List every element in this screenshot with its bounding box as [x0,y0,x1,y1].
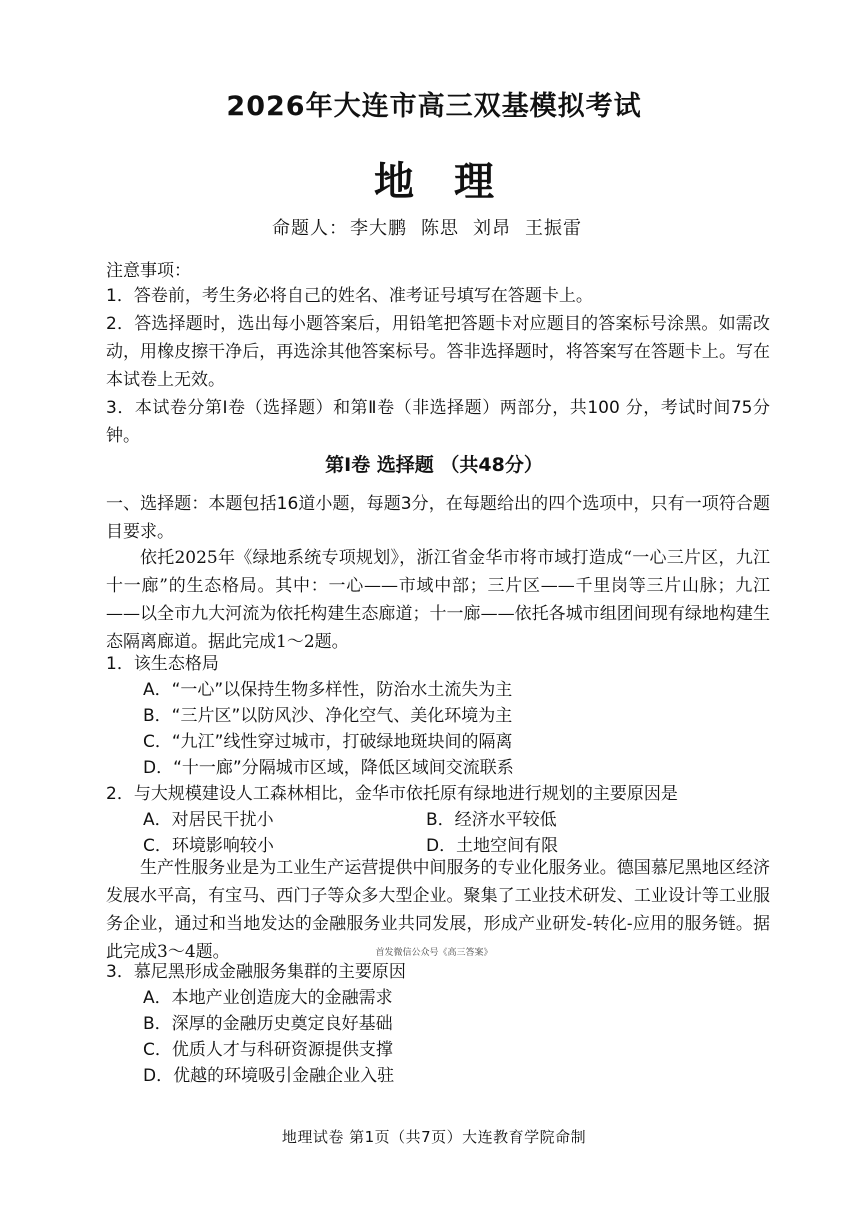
note-item: 2．答选择题时，选出每小题答案后，用铅笔把答题卡对应题目的答案标号涂黑。如需改动，用橡皮擦干净后，再选涂其他答案标号。答非选择题时，将答案写在答题卡上。写在本试卷上无效。 [106,314,770,390]
exam-title: 2026年大连市高三双基模拟考试 [226,91,642,122]
notes-heading: 注意事项： [106,261,191,281]
subject-title: 地理 [374,159,534,205]
author-name: 王振雷 [525,218,582,239]
material-passage-2: 生产性服务业是为工业生产运营提供中间服务的专业化服务业。德国慕尼黑地区经济发展水平高，有宝马、西门子等众多大型企业。聚集了工业技术研发、工业设计等工业服务企业，通过和当地发达的金融服务业共同发展，形成产业研发-转化-应用的服务链。据此完成3～4题。 [106,858,770,962]
question-3-option-d: D．优越的环境吸引金融企业入驻 [143,1066,395,1086]
question-1-option-b: B．“三片区”以防风沙、净化空气、美化环境为主 [143,706,513,726]
note-item: 3．本试卷分第Ⅰ卷（选择题）和第Ⅱ卷（非选择题）两部分，共100 分，考试时间75分钟。 [106,398,770,446]
author-name: 刘昂 [473,218,511,239]
authors-line [0,214,868,240]
note-item: 1．答卷前，考生务必将自己的姓名、准考证号填写在答题卡上。 [106,286,593,306]
question-1-option-a: A．“一心”以保持生物多样性，防治水土流失为主 [143,680,513,700]
watermark-text: 首发微信公众号《高三答案》 [375,948,493,958]
material-passage-1: 依托2025年《绿地系统专项规划》，浙江省金华市将市域打造成“一心三片区，九江十一廊”的生态格局。其中：一心——市域中部；三片区——千里岗等三片山脉；九江——以全市九大河流为依托构建生态廊道；十一廊——依托各城市组团间现有绿地构建生态隔离廊道。据此完成1～2题。 [106,548,770,652]
question-2-option-b: B．经济水平较低 [426,810,557,830]
question-2-option-c: C．环境影响较小 [143,836,274,856]
question-3-option-a: A．本地产业创造庞大的金融需求 [143,988,393,1008]
authors-label: 命题人： [272,218,348,239]
page-footer: 地理试卷 第1页（共7页）大连教育学院命制 [281,1128,587,1146]
question-3-option-b: B．深厚的金融历史奠定良好基础 [143,1014,393,1034]
author-name: 李大鹏 [350,218,407,239]
question-1-option-c: C．“九江”线性穿过城市，打破绿地斑块间的隔离 [143,732,513,752]
question-3-stem: 3．慕尼黑形成金融服务集群的主要原因 [106,962,406,982]
question-3-option-c: C．优质人才与科研资源提供支撑 [143,1040,393,1060]
question-2-option-d: D．土地空间有限 [426,836,559,856]
question-2-stem: 2．与大规模建设人工森林相比，金华市依托原有绿地进行规划的主要原因是 [106,784,678,804]
question-2-option-a: A．对居民干扰小 [143,810,274,830]
section-heading: 第Ⅰ卷 选择题 （共48分） [325,454,543,476]
question-1-stem: 1．该生态格局 [106,654,219,674]
question-1-option-d: D．“十一廊”分隔城市区域，降低区域间交流联系 [143,758,514,778]
section-instruction: 一、选择题：本题包括16道小题，每题3分，在每题给出的四个选项中，只有一项符合题目要求。 [106,494,770,542]
author-name: 陈思 [421,218,459,239]
